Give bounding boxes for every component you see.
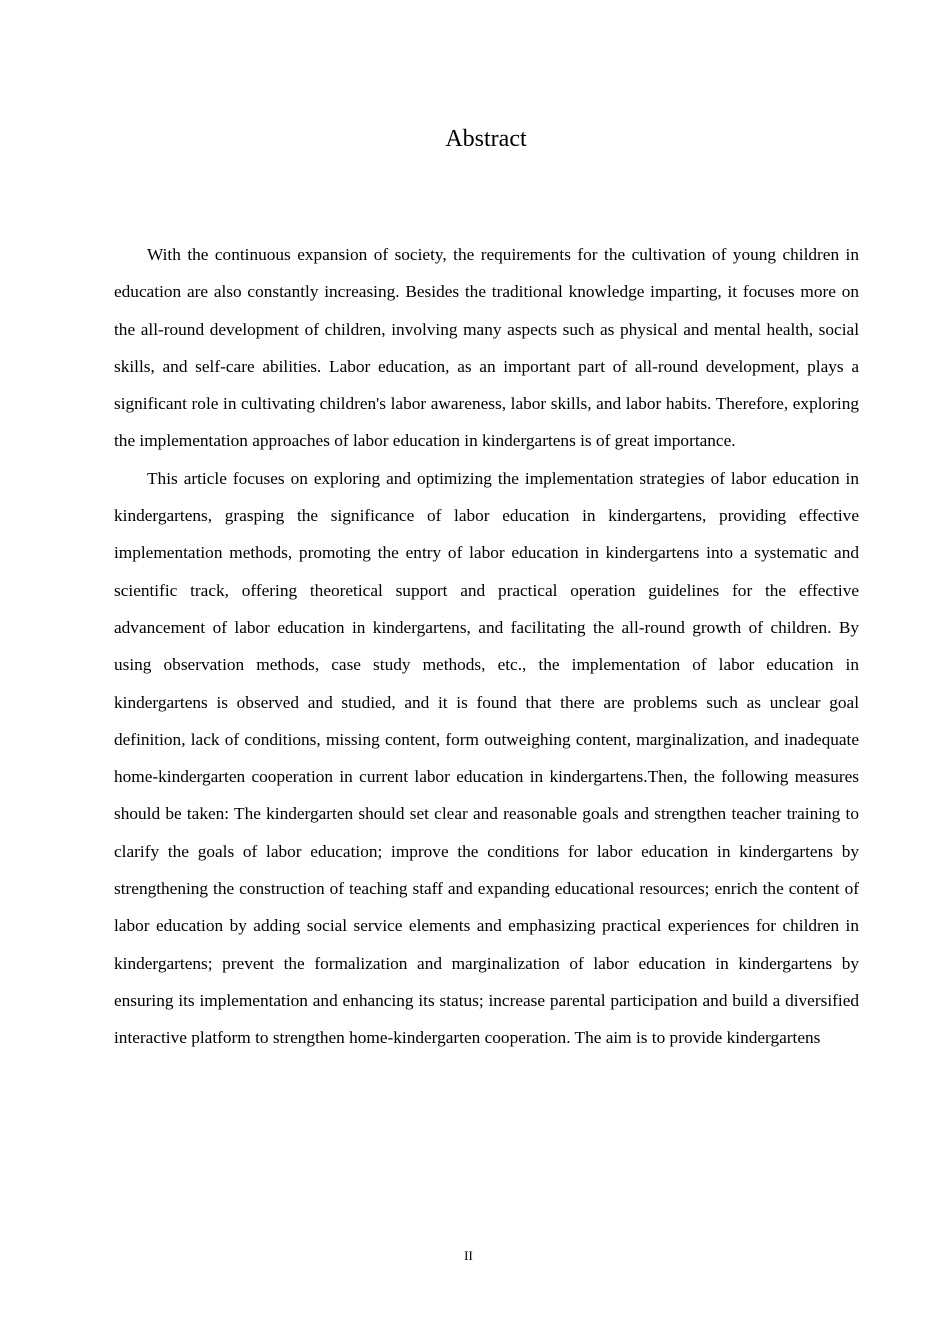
abstract-body	[114, 236, 859, 1057]
abstract-paragraph-1: With the continuous expansion of society, the requirements for the cultivation of young children in education are also constantly increasing. Besides the traditional knowledge imparting, it focuses more on the all-round development of children, involving many aspects such as physical and mental health, social skills, and self-care abilities. Labor education, as an important part of all-round development, plays a significant role in cultivating children's labor awareness, labor skills, and labor habits. Therefore, exploring the implementation approaches of labor education in kindergartens is of great importance.	[114, 245, 859, 451]
page-number: II	[464, 1248, 473, 1263]
page-title: Abstract	[445, 126, 527, 152]
abstract-paragraph-2: This article focuses on exploring and optimizing the implementation strategies of labor education in kindergartens, grasping the significance of labor education in kindergartens, providing effective implementation methods, promoting the entry of labor education in kindergartens into a systematic and scientific track, offering theoretical support and practical operation guidelines for the effective advancement of labor education in kindergartens, and facilitating the all-round growth of children. By using observation methods, case study methods, etc., the implementation of labor education in kindergartens is observed and studied, and it is found that there are problems such as unclear goal definition, lack of conditions, missing content, form outweighing content, marginalization, and inadequate home-kindergarten cooperation in current labor education in kindergartens.Then, the following measures should be taken: The kindergarten should set clear and reasonable goals and strengthen teacher training to clarify the goals of labor education; improve the conditions for labor education in kindergartens by strengthening the construction of teaching staff and expanding educational resources; enrich the content of labor education by adding social service elements and emphasizing practical experiences for children in kindergartens; prevent the formalization and marginalization of labor education in kindergartens by ensuring its implementation and enhancing its status; increase parental participation and build a diversified interactive platform to strengthen home-kindergarten cooperation. The aim is to provide kindergartens	[114, 468, 859, 1048]
